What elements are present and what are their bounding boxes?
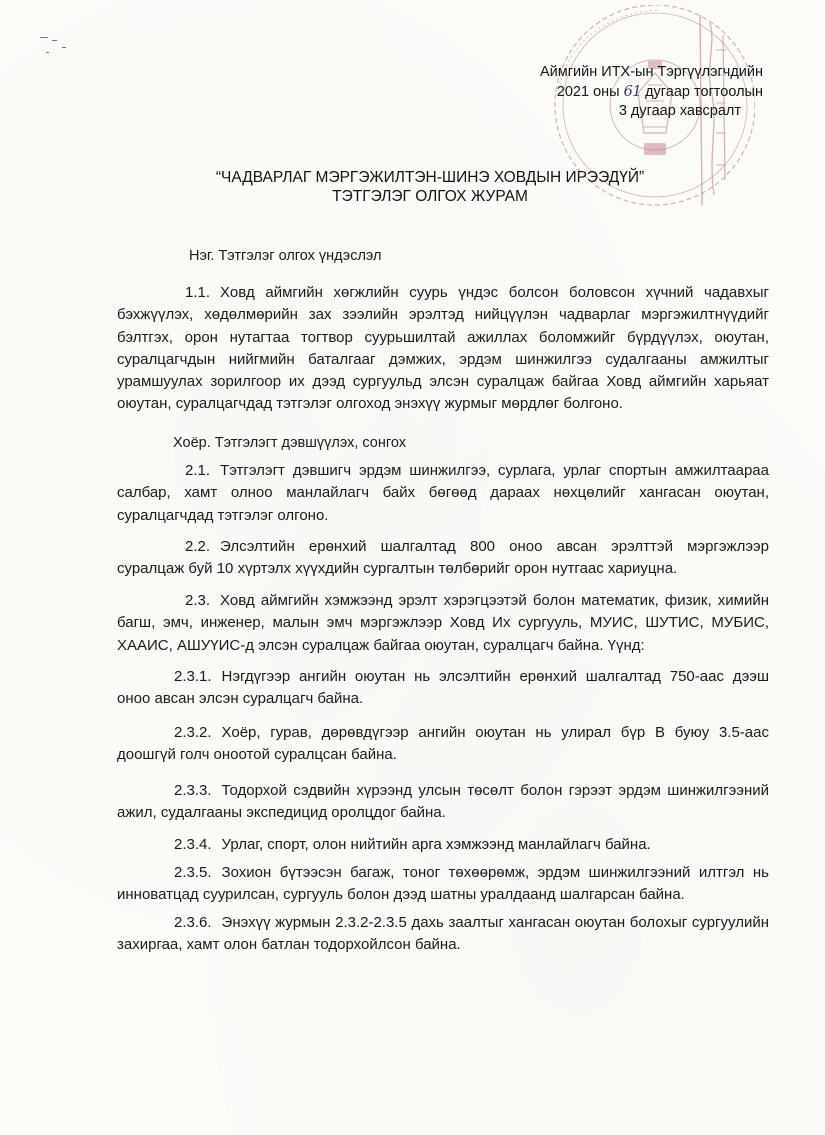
clause-text: Хоёр, гурав, дөрөвдүгээр ангийн оюутан нь улирал бүр В буюу 3.5-аас доошгүй голч оноотой суралцсан байна.	[117, 724, 769, 764]
appendix-line-2-prefix: 2021 оны	[556, 83, 624, 100]
scan-mark	[40, 37, 48, 38]
clause-text: Урлаг, спорт, олон нийтийн арга хэмжээнд манлайлагч байна.	[221, 836, 651, 853]
paragraph-2-3-1	[117, 666, 769, 711]
paragraph-1-1	[117, 282, 769, 416]
clause-number: 2.3.5.	[174, 864, 212, 881]
clause-text: Ховд аймгийн хэмжээнд эрэлт хэрэгцээтэй болон математик, физик, химийн багш, эмч, инженер, малын эмч мэргэжлээр Ховд Их сургууль, МУИС, ШУТИС, МУБИС, ХААИС, АШУҮИС-д элсэн суралцаж байгаа оюутан, суралцагч байна. Үүнд:	[117, 592, 769, 654]
section-heading-1: Нэг. Тэтгэлэг олгох үндэслэл	[189, 248, 382, 264]
appendix-line-3: 3 дугаар хавсралт	[618, 103, 741, 119]
scan-mark	[52, 40, 57, 41]
clause-text: Нэгдүгээр ангийн оюутан нь элсэлтийн ерөнхий шалгалтад 750-аас дээш оноо авсан элсэн суралцагч байна.	[117, 668, 769, 708]
clause-number: 2.3.1.	[174, 668, 212, 685]
clause-text: Элсэлтийн ерөнхий шалгалтад 800 оноо авсан эрэлттэй мэргэжлээр суралцаж буй 10 хүртэлх хүүхдийн сургалтын төлбөрийг орон нутгаас хариуцна.	[117, 538, 769, 578]
paragraph-2-3-3	[117, 780, 769, 825]
paragraph-2-3-2	[117, 722, 769, 767]
paragraph-2-3-5	[117, 862, 769, 907]
clause-text: Зохион бүтээсэн багаж, тоног төхөөрөмж, эрдэм шинжилгээний илтгэл нь инноватцад суурилсан, сургууль болон дээд шатны уралдаанд шалгарсан байна.	[117, 864, 769, 904]
clause-number: 2.3.2.	[174, 724, 212, 741]
section-heading-2: Хоёр. Тэтгэлэгт дэвшүүлэх, сонгох	[173, 435, 406, 451]
clause-number: 2.3.	[185, 592, 211, 609]
scan-mark	[62, 47, 66, 48]
paragraph-2-3-4	[117, 834, 769, 856]
paragraph-2-1	[117, 460, 769, 527]
appendix-reference	[540, 63, 763, 122]
paragraph-2-3	[117, 590, 769, 657]
title-line-1: “ЧАДВАРЛАГ МЭРГЭЖИЛТЭН-ШИНЭ ХОВДЫН ИРЭЭДҮЙ”	[215, 169, 645, 186]
appendix-line-1: Аймгийн ИТХ-ын Тэргүүлэгчдийн	[540, 64, 763, 80]
clause-number: 2.3.6.	[174, 914, 212, 931]
appendix-line-2-suffix: дугаар тогтоолын	[641, 83, 763, 100]
document-title	[110, 168, 750, 206]
title-line-2: ТЭТГЭЛЭГ ОЛГОХ ЖУРАМ	[332, 188, 528, 205]
appendix-line-2	[540, 83, 763, 103]
clause-number: 2.3.3.	[174, 782, 212, 799]
clause-number: 2.1.	[185, 462, 211, 479]
clause-text: Ховд аймгийн хөгжлийн суурь үндэс болсон боловсон хүчний чадавхыг бэхжүүлэх, хөдөлмөрийн зах зээлийн эрэлтэд нийцүүлэн чадварлаг мэргэжилтнүүдийг бэлтгэх, орон нутагтаа тогтвор суурьшилтай ажиллах боломжийг бүрдүүлэх, оюутан, суралцагчдын нийгмийн баталгааг дэмжих, эрдэм шинжилгээ судалгааны амжилтыг урамшуулах зорилгоор их дээд сургуульд элсэн суралцаж байгаа Ховд аймгийн харьяат оюутан, суралцагчдад тэтгэлэг олгоход энэхүү журмыг мөрдлөг болгоно.	[117, 284, 769, 413]
clause-text: Энэхүү журмын 2.3.2-2.3.5 дахь заалтыг хангасан оюутан болохыг сургуулийн захиргаа, хамт олон батлан тодорхойлсон байна.	[117, 914, 769, 954]
clause-number: 1.1.	[185, 284, 211, 301]
handwritten-resolution-number: 61	[623, 83, 642, 100]
scan-mark	[46, 52, 49, 53]
clause-text: Тэтгэлэгт дэвшигч эрдэм шинжилгээ, сурлага, урлаг спортын амжилтаараа салбар, хамт олноо манлайлагч байх бөгөөд дараах нөхцөлийг хангасан оюутан, суралцагчдад тэтгэлэг олгоно.	[117, 462, 769, 524]
clause-number: 2.3.4.	[174, 836, 212, 853]
clause-number: 2.2.	[185, 538, 211, 555]
clause-text: Тодорхой сэдвийн хүрээнд улсын төсөлт болон гэрээт эрдэм шинжилгээний ажил, судалгааны экспедицид оролцдог байна.	[117, 782, 769, 822]
paragraph-2-3-6	[117, 912, 769, 957]
paragraph-2-2	[117, 536, 769, 581]
